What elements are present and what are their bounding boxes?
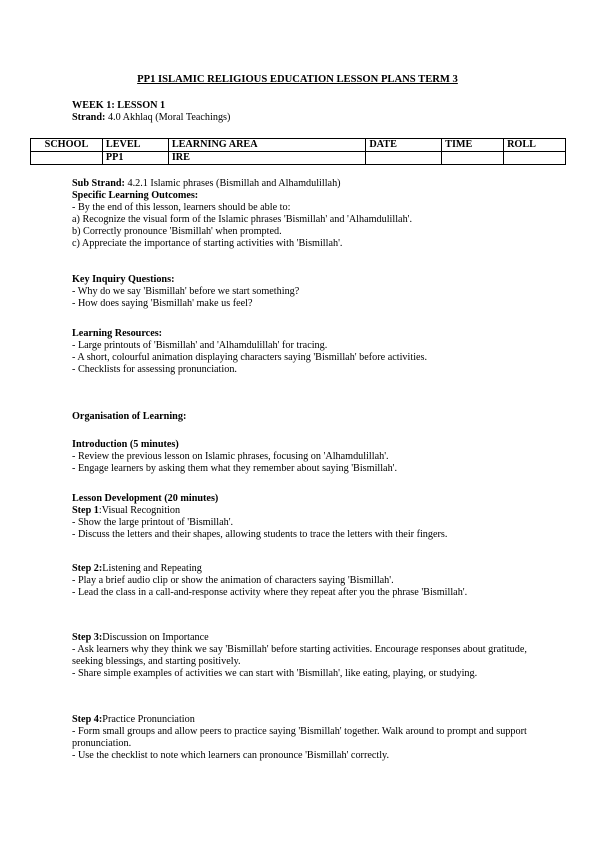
step-2-line: - Play a brief audio clip or show the animation of characters saying 'Bismillah'. xyxy=(72,575,394,586)
resource-line: - Checklists for assessing pronunciation. xyxy=(72,364,237,375)
header-roll: ROLL xyxy=(504,139,566,152)
table-header-row xyxy=(31,139,566,152)
lesson-info-table xyxy=(30,138,566,165)
step-2-name: Listening and Repeating xyxy=(102,563,202,574)
cell-time xyxy=(442,152,504,165)
resource-line: - A short, colourful animation displaying characters saying 'Bismillah' before activities. xyxy=(72,352,428,363)
kiq-heading: Key Inquiry Questions: xyxy=(72,274,175,285)
step-4-line: - Use the checklist to note which learners can pronounce 'Bismillah' correctly. xyxy=(72,750,390,761)
resource-line: - Large printouts of 'Bismillah' and 'Alhamdulillah' for tracing. xyxy=(72,340,328,351)
header-school: SCHOOL xyxy=(31,139,103,152)
slo-line: - By the end of this lesson, learners should be able to: xyxy=(72,202,291,213)
header-learning-area: LEARNING AREA xyxy=(168,139,366,152)
step-1-line: - Show the large printout of 'Bismillah'. xyxy=(72,517,234,528)
step-4-title xyxy=(72,714,542,726)
strand-label: Strand: xyxy=(72,112,106,123)
intro-heading: Introduction (5 minutes) xyxy=(72,439,179,450)
sub-strand-label: Sub Strand: xyxy=(72,178,125,189)
key-inquiry-section xyxy=(72,274,542,310)
intro-line: - Engage learners by asking them what they remember about saying 'Bismillah'. xyxy=(72,463,398,474)
step-3-line: - Ask learners why they think we say 'Bismillah' before starting activities. Encourage responses about gratitude, seeking blessings, and starting positively. xyxy=(72,644,527,667)
cell-roll xyxy=(504,152,566,165)
sub-strand-value: 4.2.1 Islamic phrases (Bismillah and Alhamdulillah) xyxy=(124,178,341,189)
sub-strand-line xyxy=(72,178,542,190)
document-title: PP1 ISLAMIC RELIGIOUS EDUCATION LESSON PLANS TERM 3 xyxy=(137,74,458,85)
resources-section xyxy=(72,328,542,376)
step-3-name: Discussion on Importance xyxy=(102,632,209,643)
step-1-line: - Discuss the letters and their shapes, allowing students to trace the letters with their fingers. xyxy=(72,529,448,540)
cell-date xyxy=(366,152,442,165)
lesson-header xyxy=(72,100,542,124)
strand-value: 4.0 Akhlaq (Moral Teachings) xyxy=(105,112,231,123)
header-date: DATE xyxy=(366,139,442,152)
table-row xyxy=(31,152,566,165)
step-3-label: Step 3: xyxy=(72,632,103,643)
step-2-line: - Lead the class in a call-and-response activity where they repeat after you the phrase 'Bismillah'. xyxy=(72,587,468,598)
step-1-title xyxy=(72,505,542,517)
kiq-line: - Why do we say 'Bismillah' before we start something? xyxy=(72,286,300,297)
step-2-section xyxy=(72,563,542,599)
development-heading: Lesson Development (20 minutes) xyxy=(72,493,219,504)
step-1-name: :Visual Recognition xyxy=(98,505,181,516)
week-lesson: WEEK 1: LESSON 1 xyxy=(72,100,166,111)
development-section xyxy=(72,493,542,541)
step-3-title xyxy=(72,632,542,644)
step-4-line: - Form small groups and allow peers to practice saying 'Bismillah' together. Walk around to prompt and support pronunciation. xyxy=(72,726,527,749)
kiq-line: - How does saying 'Bismillah' make us feel? xyxy=(72,298,253,309)
step-3-section xyxy=(72,632,542,680)
sub-strand-section xyxy=(72,178,542,250)
slo-heading: Specific Learning Outcomes: xyxy=(72,190,199,201)
header-time: TIME xyxy=(442,139,504,152)
step-3-line: - Share simple examples of activities we can start with 'Bismillah', like eating, playing, or studying. xyxy=(72,668,478,679)
step-2-title xyxy=(72,563,542,575)
step-4-name: Practice Pronunciation xyxy=(102,714,195,725)
strand-line xyxy=(72,112,542,124)
cell-level: PP1 xyxy=(102,152,168,165)
step-2-label: Step 2: xyxy=(72,563,103,574)
header-level: LEVEL xyxy=(102,139,168,152)
cell-school xyxy=(31,152,103,165)
organisation-section xyxy=(72,411,542,423)
organisation-heading: Organisation of Learning: xyxy=(72,411,187,422)
step-4-label: Step 4: xyxy=(72,714,103,725)
introduction-section xyxy=(72,439,542,475)
slo-line: b) Correctly pronounce 'Bismillah' when prompted. xyxy=(72,226,282,237)
resources-heading: Learning Resources: xyxy=(72,328,163,339)
step-4-section xyxy=(72,714,542,762)
slo-line: c) Appreciate the importance of starting activities with 'Bismillah'. xyxy=(72,238,343,249)
cell-learning-area: IRE xyxy=(168,152,366,165)
intro-line: - Review the previous lesson on Islamic phrases, focusing on 'Alhamdulillah'. xyxy=(72,451,389,462)
step-1-label: Step 1 xyxy=(72,505,99,516)
slo-line: a) Recognize the visual form of the Islamic phrases 'Bismillah' and 'Alhamdulillah'. xyxy=(72,214,413,225)
